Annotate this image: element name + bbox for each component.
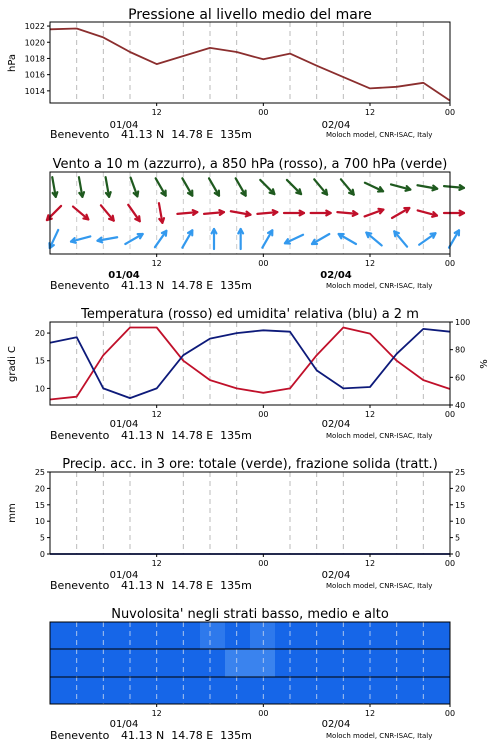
y-tick-label: 0 [39,550,45,559]
y-tick-label: 1022 [24,22,45,32]
wind-arrow-shaft [260,180,274,194]
pressure-x-ticks [152,103,456,117]
cloud-cell [150,622,176,650]
cloud-cell [50,622,76,650]
wind-arrow [419,233,435,244]
pressure-panel [7,7,455,141]
precip-title: Precip. acc. in 3 ore: totale (verde), frazione solida (tratt.) [62,457,438,472]
temperature-model: Moloch model, CNR-ISAC, Italy [326,432,433,440]
wind-date-2: 02/04 [320,270,352,281]
pressure-coords: 41.13 N 14.78 E 135m [121,128,252,141]
wind-arrow [339,234,356,244]
cloud-cell [225,622,251,650]
cloud-cell [350,649,376,677]
pressure-date-2: 02/04 [321,120,351,131]
wind-arrow [79,177,84,197]
wind-arrow [177,210,197,215]
cloud-cell [250,649,276,677]
wind-arrow [49,230,58,248]
y-tick-label: 20 [34,484,45,494]
y-tick-label: 1018 [24,54,45,64]
pressure-model: Moloch model, CNR-ISAC, Italy [326,131,433,139]
cloud-cell [150,649,176,677]
wind-arrow [260,180,274,194]
x-tick-label: 12 [364,709,376,718]
temperature-date-2: 02/04 [321,419,351,430]
wind-arrow [444,185,464,190]
wind-arrow [418,210,437,216]
precip-y-ticks-right [450,468,465,559]
clouds-panel [50,607,455,742]
cloud-cell [200,622,226,650]
precip-y-ticks [35,468,50,559]
y-tick-label: 25 [455,468,466,477]
x-tick-label: 12 [151,709,162,718]
wind-arrow [204,210,224,215]
temperature-station: Benevento [50,429,110,442]
y-tick-label: 20 [34,329,45,339]
temperature-coords: 41.13 N 14.78 E 135m [121,429,252,442]
clouds-station: Benevento [50,729,110,742]
temperature-ylabel: gradi C [7,346,18,382]
x-tick-label: 00 [444,709,456,718]
wind-arrow [392,208,409,218]
wind-arrows [47,177,464,249]
y-tick-label: 15 [34,356,45,366]
wind-arrow [97,237,117,242]
wind-title: Vento a 10 m (azzurro), a 850 hPa (rosso), a 700 hPa (verde) [52,157,448,172]
wind-arrow [365,183,383,192]
cloud-cell [175,677,201,705]
y-tick-label: 40 [455,401,466,410]
cloud-cell [300,622,326,650]
clouds-cells [50,622,451,705]
x-tick-label: 00 [444,410,456,419]
y-tick-label: 60 [455,373,466,383]
y-tick-label: 1020 [24,38,45,48]
x-tick-label: 00 [444,108,456,117]
wind-arrow-shaft [419,233,435,244]
cloud-cell [225,649,251,677]
cloud-cell [125,677,151,705]
wind-station: Benevento [50,279,110,292]
wind-arrow [71,236,90,242]
pressure-line [50,29,450,101]
precip-gridlines [77,472,424,554]
y-tick-label: 80 [455,345,466,355]
precip-coords: 41.13 N 14.78 E 135m [121,579,252,592]
cloud-cell [400,622,426,650]
y-tick-label: 10 [34,517,45,527]
temperature-date-1: 01/04 [109,419,139,430]
x-tick-label: 00 [258,709,269,718]
x-tick-label: 12 [151,559,162,568]
wind-arrow [312,234,329,244]
cloud-cell [75,622,101,650]
precip-model: Moloch model, CNR-ISAC, Italy [326,582,433,590]
clouds-coords: 41.13 N 14.78 E 135m [121,729,252,742]
clouds-date-2: 02/04 [321,719,351,730]
clouds-date-1: 01/04 [109,719,139,730]
clouds-model: Moloch model, CNR-ISAC, Italy [326,732,433,740]
x-tick-label: 00 [258,108,269,117]
wind-arrow [212,229,217,249]
pressure-frame [50,22,450,103]
cloud-cell [50,649,76,677]
pressure-y-ticks [25,22,50,96]
wind-arrow [311,211,331,216]
clouds-title: Nuvolosita' negli strati basso, medio e alto [111,607,389,622]
temperature-x-ticks [152,405,456,419]
y-tick-label: 0 [455,550,461,559]
cloud-cell [425,649,451,677]
precip-panel [7,457,465,592]
wind-coords: 41.13 N 14.78 E 135m [121,279,252,292]
cloud-cell [125,649,151,677]
cloud-cell [250,677,276,705]
cloud-cell [325,622,351,650]
cloud-cell [50,677,76,705]
wind-arrow [284,211,304,216]
temperature-humidity-series [50,328,450,400]
y-tick-label: 20 [455,484,466,494]
cloud-cell [75,677,101,705]
wind-arrow [444,211,464,216]
wind-arrow [73,207,88,220]
wind-arrow [231,211,251,216]
wind-arrow [125,234,142,244]
cloud-cell [275,649,301,677]
wind-arrow [257,210,277,215]
cloud-cell [175,622,201,650]
temperature-panel [7,307,490,442]
cloud-cell [425,622,451,650]
x-tick-label: 12 [151,108,162,117]
y-tick-label: 10 [455,517,466,527]
cloud-cell [325,677,351,705]
pressure-date-1: 01/04 [109,120,139,131]
x-tick-label: 12 [364,559,376,568]
precip-station: Benevento [50,579,110,592]
temperature-title: Temperatura (rosso) ed umidita' relativa (blu) a 2 m [81,307,419,322]
pressure-series [50,29,450,101]
cloud-cell [200,677,226,705]
wind-arrow [337,211,357,216]
precip-date-2: 02/04 [321,570,351,581]
cloud-cell [250,622,276,650]
wind-arrow [287,180,301,194]
y-tick-label: 100 [455,318,471,327]
cloud-cell [425,677,451,705]
wind-arrow [365,209,384,217]
cloud-cell [75,649,101,677]
wind-arrow [52,177,57,197]
wind-arrow [417,185,437,190]
y-tick-label: 5 [455,533,461,543]
cloud-cell [300,649,326,677]
wind-arrow-shaft [366,233,381,246]
y-tick-label: 5 [39,533,45,543]
wind-arrow-shaft [73,207,88,220]
x-tick-label: 00 [258,559,269,568]
x-tick-label: 00 [444,259,456,268]
cloud-cell [400,649,426,677]
cloud-cell [325,649,351,677]
y-tick-label: 1014 [24,86,45,96]
x-tick-label: 12 [364,410,376,419]
temperature-y-ticks [35,329,50,393]
cloud-cell [300,677,326,705]
wind-date-1: 01/04 [108,270,140,281]
wind-arrow-shaft [47,206,61,220]
wind-arrow [391,184,410,190]
x-tick-label: 00 [444,559,456,568]
precip-x-ticks [152,554,456,568]
wind-arrow [159,203,164,223]
cloud-cell [350,622,376,650]
x-tick-label: 00 [258,259,269,268]
wind-model: Moloch model, CNR-ISAC, Italy [326,282,433,290]
pressure-title: Pressione al livello medio del mare [128,7,372,23]
wind-arrow [131,178,139,197]
humidity-y-ticks [450,318,470,410]
cloud-cell [125,622,151,650]
cloud-cell [350,677,376,705]
precip-frame [50,472,450,554]
cloud-cell [225,677,251,705]
y-tick-label: 25 [34,468,45,477]
x-tick-label: 12 [364,108,376,117]
cloud-cell [175,649,201,677]
x-tick-label: 12 [151,410,162,419]
pressure-gridlines [77,22,424,103]
clouds-x-ticks [152,704,456,718]
wind-arrow [285,235,303,244]
x-tick-label: 12 [151,259,162,268]
x-tick-label: 12 [364,259,376,268]
y-tick-label: 15 [455,500,466,510]
wind-arrow [366,233,381,246]
x-tick-label: 00 [258,410,269,419]
pressure-station: Benevento [50,128,110,141]
wind-panel [47,157,464,292]
cloud-cell [275,677,301,705]
y-tick-label: 10 [34,384,45,394]
y-tick-label: 1016 [24,70,45,80]
humidity-line [50,329,450,398]
wind-arrow [238,229,243,249]
cloud-cell [400,677,426,705]
wind-arrow-shaft [287,180,301,194]
cloud-cell [150,677,176,705]
wind-x-ticks [152,254,456,268]
pressure-ylabel: hPa [7,53,18,73]
precip-date-1: 01/04 [109,570,139,581]
y-tick-label: 15 [34,500,45,510]
wind-arrow [106,177,111,197]
wind-arrow [47,206,61,220]
precip-ylabel: mm [7,503,18,523]
cloud-cell [200,649,226,677]
humidity-ylabel: % [479,359,490,369]
cloud-cell [275,622,301,650]
